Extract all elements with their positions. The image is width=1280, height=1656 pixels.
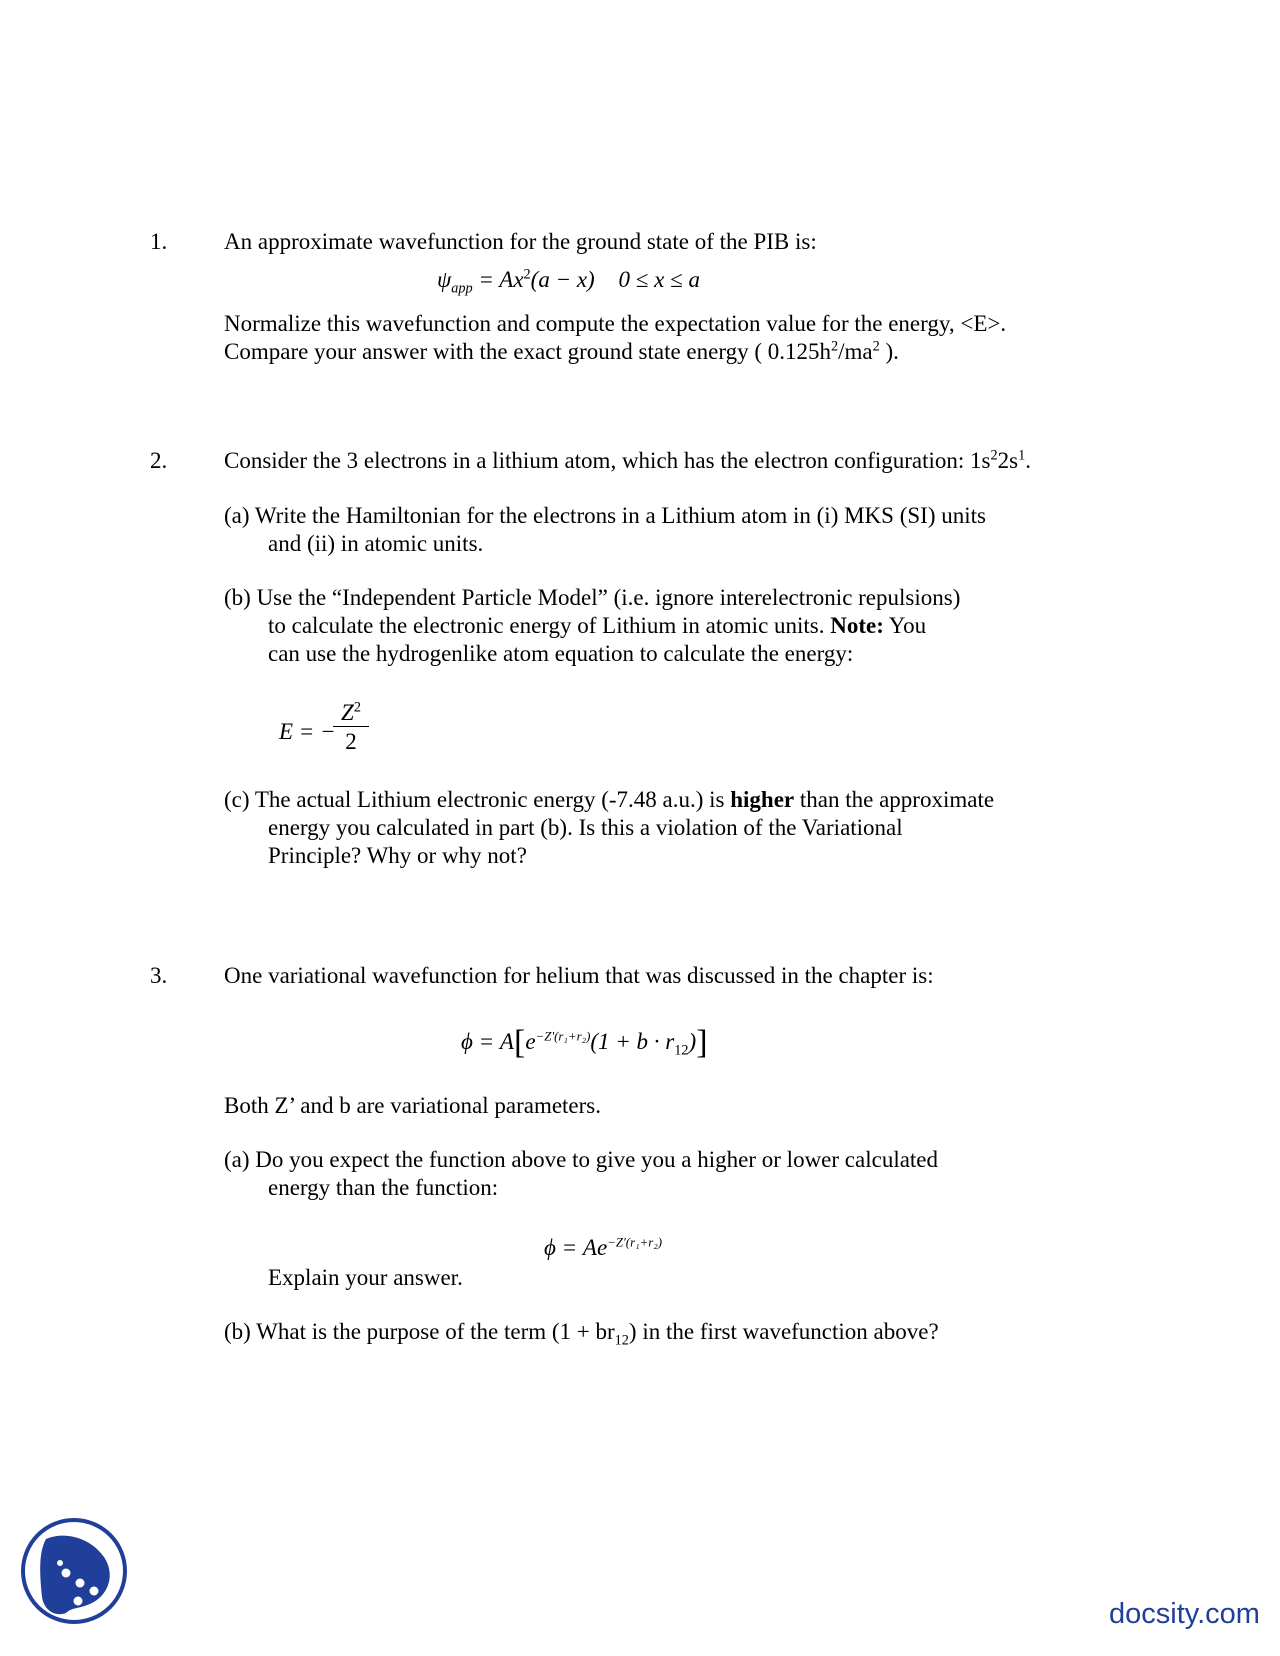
problem-3b-line [224,1318,939,1349]
problem-2c-line-3: Principle? Why or why not? [268,843,527,868]
eq1-exponent: −Z'(r₁+r₂) [535,1029,591,1044]
fraction-denominator: 2 [345,729,357,754]
psi-symbol: ψ [437,267,452,292]
eq2-lhs: ϕ = Ae [544,1235,608,1260]
c-line-1-prefix: (c) The actual Lithium electronic energy (-7.48 a.u.) is [224,787,731,812]
b-prefix: (b) What is the purpose of the term (1 + br [224,1319,615,1344]
docsity-brand-link[interactable]: docsity.com [1109,1598,1260,1630]
line-3-sup-1: 2 [830,338,839,355]
problem-2a-line-2: and (ii) in atomic units. [268,531,484,556]
equation-paren: (a − x) [530,267,595,292]
problem-2-intro [224,447,1031,475]
problem-2b-line-3: can use the hydrogenlike atom equation to calculate the energy: [268,641,854,666]
intro-suffix: . [1025,448,1031,473]
b-line-2-suffix: You [883,613,927,638]
problem-2a-line-1: (a) Write the Hamiltonian for the electrons in a Lithium atom in (i) MKS (SI) units [224,503,986,528]
equation-rhs: = Ax [478,267,524,292]
problem-1-line-3 [224,338,899,366]
eq1-factor-close: ) [688,1029,697,1054]
intro-sup-1: 2 [990,447,998,464]
problem-2-number: 2. [150,448,168,473]
problem-2c-line-2: energy you calculated in part (b). Is this a violation of the Variational [268,815,903,840]
numerator-z: Z [341,700,354,725]
energy-equation-lhs: E = − [279,719,336,744]
problem-1-intro: An approximate wavefunction for the ground state of the PIB is: [224,229,817,254]
equation-exponent: 2 [523,266,531,283]
intro-sup-2: 1 [1018,447,1026,464]
b-line-2-prefix: to calculate the electronic energy of Lithium in atomic units. [268,613,831,638]
line-3-sup-2: 2 [872,338,880,355]
eq1-factor-subscript: 12 [674,1042,689,1059]
problem-3a-line-2: energy than the function: [268,1175,499,1200]
left-bracket: [ [513,1024,526,1061]
intro-prefix: Consider the 3 electrons in a lithium atom, which has the electron configuration: 1s [224,448,991,473]
problem-1-line-2: Normalize this wavefunction and compute the expectation value for the energy, <E>. [224,311,1007,336]
eq1-base: e [525,1029,536,1054]
line-3-suffix: ). [879,339,899,364]
b-subscript: 12 [614,1332,629,1349]
problem-1-equation [437,266,700,297]
equation-domain: 0 ≤ x ≤ a [618,267,700,292]
problem-2b-line-2 [268,612,926,640]
problem-3-number: 3. [150,963,168,988]
psi-subscript: app [451,280,473,297]
docsity-logo-icon[interactable] [20,1517,128,1625]
right-bracket: ] [696,1024,708,1061]
b-suffix: ) in the first wavefunction above? [628,1319,939,1344]
problem-3-params: Both Z’ and b are variational parameters. [224,1093,601,1118]
problem-2c-line-1 [224,786,994,814]
intro-mid: 2s [997,448,1019,473]
higher-bold: higher [730,787,795,812]
helium-wavefunction-equation [461,1024,708,1061]
line-3-mid: /ma [838,339,873,364]
problem-2b-line-1: (b) Use the “Independent Particle Model” (i.e. ignore interelectronic repulsions) [224,585,961,610]
eq1-factor: (1 + b · r [590,1029,675,1054]
problem-1-number: 1. [150,229,168,254]
eq1-lhs: ϕ = A [461,1029,514,1054]
eq2-exponent: −Z'(r₁+r₂) [607,1235,663,1250]
numerator-exponent: 2 [353,699,361,716]
note-label: Note: [830,613,884,638]
energy-fraction [333,700,369,757]
problem-3-intro: One variational wavefunction for helium that was discussed in the chapter is: [224,963,934,988]
c-line-1-suffix: than the approximate [794,787,995,812]
problem-3a-line-1: (a) Do you expect the function above to give you a higher or lower calculated [224,1147,939,1172]
problem-3a-explain: Explain your answer. [268,1265,463,1290]
simple-wavefunction-equation [544,1234,662,1262]
line-3-prefix: Compare your answer with the exact ground state energy ( 0.125h [224,339,831,364]
fraction-numerator [333,700,369,726]
